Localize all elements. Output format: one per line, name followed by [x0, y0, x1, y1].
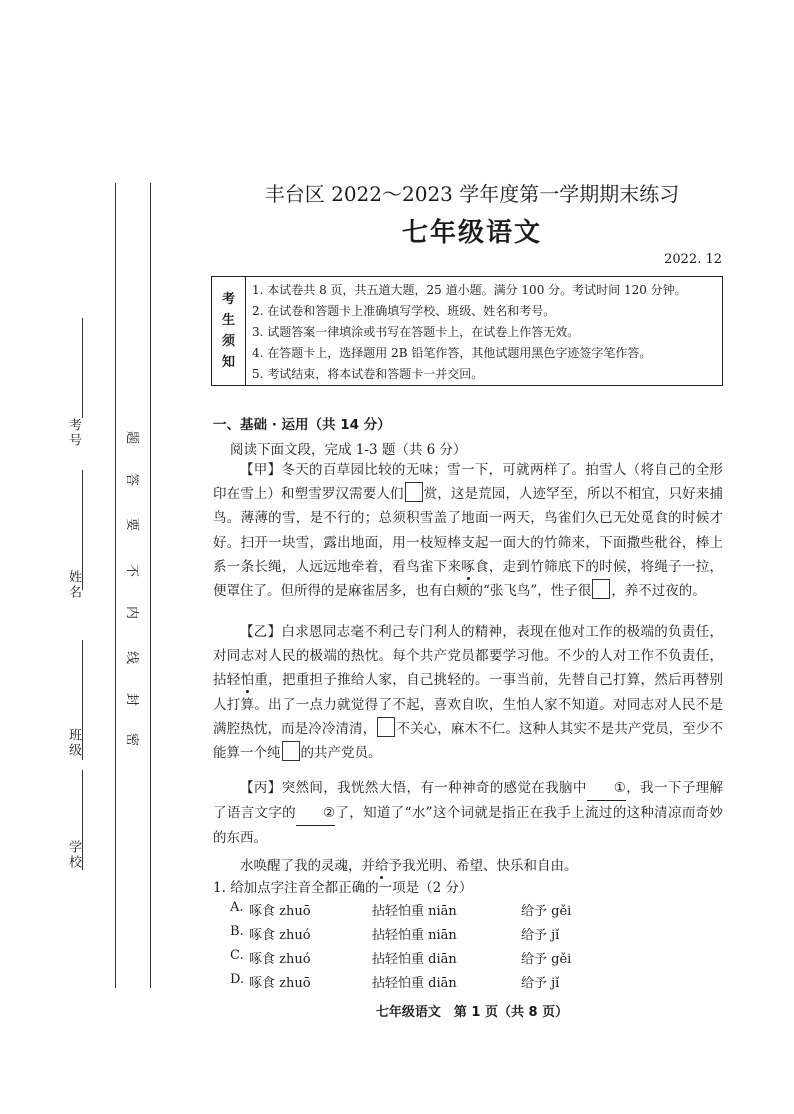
binding-line-outer	[115, 183, 116, 988]
field-label-school: 学校	[66, 840, 81, 870]
notice-heading-char: 生	[221, 313, 235, 328]
blank-1[interactable]: ①	[587, 776, 626, 801]
notice-item: 5. 考试结束，将本试卷和答题卡一并交回。	[252, 367, 484, 381]
option-text: 啄食 zhuō	[249, 976, 311, 991]
seal-char: 要	[124, 517, 140, 532]
question-1-stem: 1. 给加点字注音全都正确的一项是（2 分）	[213, 880, 473, 896]
passage-bing-text: 【丙】突然间，我恍然大悟，有一种神奇的感觉在我脑中 ①，我一下子理解了语言文字的 ②了，知道了“水”这个词就是指正在我手上流过的这种清凉而奇妙的东西。	[213, 776, 723, 851]
binding-line-inner	[150, 183, 151, 988]
option-text: 给予 jǐ	[521, 976, 560, 991]
page-footer: 七年级语文 第 1 页（共 8 页）	[375, 1005, 569, 1020]
option-text: 给予 gěi	[521, 952, 572, 967]
dotted-char: 啄	[461, 558, 476, 575]
answer-box[interactable]	[377, 717, 395, 737]
field-school-line[interactable]	[82, 770, 83, 870]
notice-item: 2. 在试卷和答题卡上准确填写学校、班级、姓名和考号。	[252, 304, 556, 318]
seal-char: 答	[124, 472, 140, 487]
field-class-line[interactable]	[82, 640, 83, 760]
option-label: C.	[230, 948, 244, 963]
notice-item: 1. 本试卷共 8 页，共五道大题，25 道小题。满分 100 分。考试时间 120 分钟。	[252, 283, 687, 297]
option-text: 拈轻怕重 diān	[372, 976, 457, 991]
field-label-class: 班级	[66, 728, 81, 758]
seal-char: 内	[124, 605, 140, 620]
notice-list	[252, 280, 687, 385]
notice-box	[211, 276, 723, 386]
seal-char: 题	[124, 430, 140, 445]
seal-char: 封	[124, 692, 140, 707]
answer-box[interactable]	[282, 741, 300, 761]
section-heading: 一、基础 · 运用（共 14 分）	[213, 417, 391, 433]
option-text: 拈轻怕重 diān	[372, 952, 457, 967]
passage-yi-text: 【乙】白求恩同志毫不利己专门利人的精神，表现在他对工作的极端的负责任，对同志对人民的极端的热忱。每个共产党员都要学习他。不少的人对工作不负责任，拈轻怕重，把重担子推给人家，自己挑轻的。一事当前，先替自己打算，然后再替别人打算。出了一点力就觉得了不起，喜欢自吹，生怕人家不知道。对同志对人民不是满腔热忱，而是冷冷清清， 不关心，麻木不仁。这种人其实不是共产党员，至少不能算一个纯 的共产党员。	[213, 624, 724, 762]
option-label: A.	[230, 900, 244, 915]
option-label: B.	[230, 924, 244, 939]
field-id-line[interactable]	[82, 318, 83, 418]
subject-title: 七年级语文	[401, 218, 542, 248]
dotted-char: 怕	[240, 672, 255, 689]
seal-char: 线	[124, 650, 140, 665]
option-text: 拈轻怕重 niān	[372, 904, 457, 919]
notice-heading	[212, 277, 246, 385]
passage-bing	[213, 776, 723, 878]
notice-heading-char: 考	[221, 292, 235, 307]
answer-box[interactable]	[405, 482, 423, 502]
passage-bing-text-2: 水唤醒了我的灵魂，并给予我光明、希望、快乐和自由。	[240, 857, 578, 874]
seal-char: 密	[124, 732, 140, 747]
passage-jia-text: 【甲】冬天的百草园比较的无味；雪一下，可就两样了。拍雪人（将自己的全形印在雪上）和塑雪罗汉需要人们 赏，这是荒园，人迹罕至，所以不相宜，只好来捕鸟。薄薄的雪，是不行的；总须积雪盖了地面一两天，鸟雀们久已无处觅食的时候才好。扫开一块雪，露出地面，用一枝短棒支起一面大的竹筛来，下面撒些秕谷，棒上系一条长绳，人远远地牵着，看鸟雀下来啄食，走到竹筛底下的时候，将绳子一拉，便罩住了。但所得的是麻雀居多，也有白颊的“张飞鸟”，性子很 ，养不过夜的。	[213, 462, 724, 600]
passage-yi	[213, 620, 723, 765]
notice-heading-char: 须	[221, 334, 235, 349]
dotted-char: 给	[375, 857, 389, 874]
notice-item: 4. 在答题卡上，选择题用 2B 铅笔作答，其他试题用黑色字迹签字笔作答。	[252, 346, 652, 360]
option-text: 啄食 zhuō	[249, 904, 311, 919]
option-text: 啄食 zhuó	[249, 952, 311, 967]
exam-title: 丰台区 2022～2023 学年度第一学期期末练习	[264, 182, 680, 206]
exam-date: 2022. 12	[664, 252, 722, 267]
option-text: 给予 jǐ	[521, 928, 560, 943]
option-label: D.	[230, 972, 245, 987]
option-text: 拈轻怕重 niān	[372, 928, 457, 943]
reading-intro: 阅读下面文段，完成 1-3 题（共 6 分）	[230, 442, 467, 458]
blank-2[interactable]: ②	[296, 801, 335, 826]
notice-item: 3. 试题答案一律填涂或书写在答题卡上，在试卷上作答无效。	[252, 325, 580, 339]
field-name-line[interactable]	[82, 470, 83, 590]
option-text: 啄食 zhuó	[249, 928, 311, 943]
answer-box[interactable]	[592, 579, 610, 599]
field-label-id: 考号	[66, 418, 81, 448]
seal-char: 不	[124, 563, 140, 578]
notice-heading-char: 知	[221, 355, 235, 370]
passage-jia	[213, 458, 723, 603]
option-text: 给予 gěi	[521, 904, 572, 919]
field-label-name: 姓名	[66, 570, 81, 600]
